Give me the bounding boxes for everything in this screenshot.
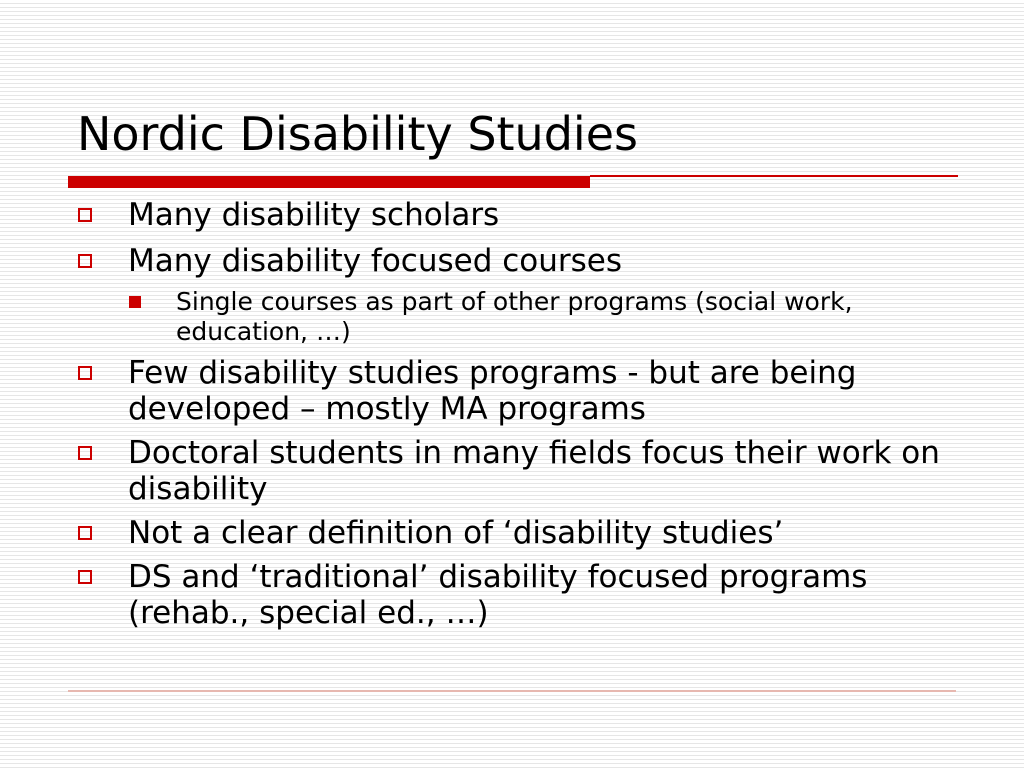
filled-square-bullet-icon (129, 296, 141, 308)
sub-bullet-item (176, 287, 946, 347)
hollow-square-bullet-icon (78, 446, 92, 460)
bullet-item (128, 435, 948, 507)
bullet-item (128, 355, 948, 427)
bullet-text: Many disability focused courses (128, 243, 623, 279)
hollow-square-bullet-icon (78, 526, 92, 540)
bullet-item (128, 197, 948, 233)
footer-divider (68, 690, 956, 692)
sub-bullet-text: Single courses as part of other programs (social work, education, …) (176, 287, 853, 346)
bullet-item (128, 559, 948, 631)
bullet-text: Many disability scholars (128, 197, 500, 233)
bullet-item (128, 515, 948, 551)
bullet-text: Few disability studies programs - but are being developed – mostly MA programs (128, 355, 857, 427)
slide-title: Nordic Disability Studies (77, 107, 638, 161)
hollow-square-bullet-icon (78, 570, 92, 584)
hollow-square-bullet-icon (78, 366, 92, 380)
hollow-square-bullet-icon (78, 208, 92, 222)
hollow-square-bullet-icon (78, 254, 92, 268)
bullet-text: DS and ‘traditional’ disability focused programs (rehab., special ed., …) (128, 559, 868, 631)
bullet-text: Doctoral students in many fields focus their work on disability (128, 435, 940, 507)
bullet-text: Not a clear definition of ‘disability studies’ (128, 515, 784, 551)
bullet-item (128, 243, 948, 279)
